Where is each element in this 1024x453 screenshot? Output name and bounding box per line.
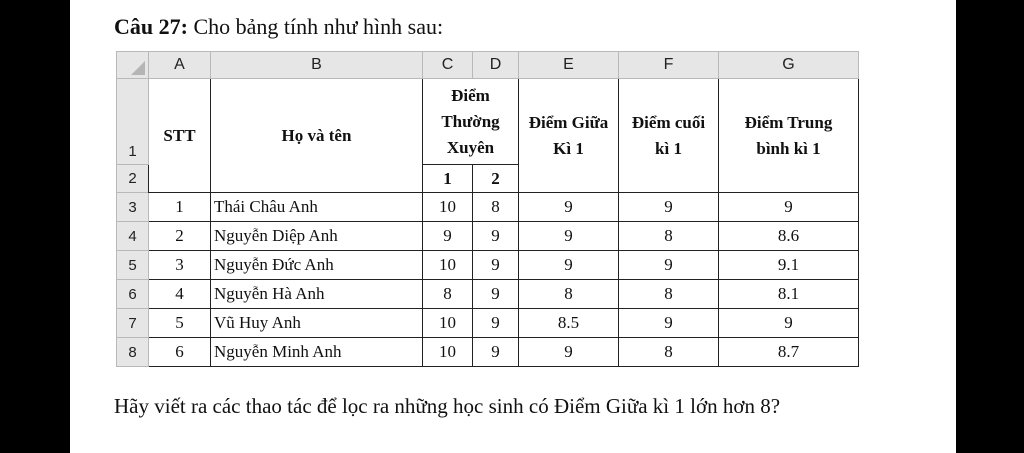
cell-name[interactable]: Nguyễn Đức Anh xyxy=(211,251,423,280)
cell-regular-1[interactable]: 10 xyxy=(423,309,473,338)
header-average[interactable]: Điểm Trung bình kì 1 xyxy=(719,79,859,193)
header-regular-2[interactable]: 2 xyxy=(473,165,519,193)
question-title xyxy=(114,14,443,40)
cell-stt[interactable]: 5 xyxy=(149,309,211,338)
cell-name[interactable]: Nguyễn Minh Anh xyxy=(211,338,423,367)
row-header-3[interactable]: 3 xyxy=(117,193,149,222)
row-header-7[interactable]: 7 xyxy=(117,309,149,338)
footer-question: Hãy viết ra các thao tác để lọc ra những học sinh có Điểm Giữa kì 1 lớn hơn 8? xyxy=(114,394,781,418)
cell-regular-2[interactable]: 9 xyxy=(473,309,519,338)
cell-regular-2[interactable]: 9 xyxy=(473,280,519,309)
cell-midterm[interactable]: 9 xyxy=(519,222,619,251)
cell-midterm[interactable]: 9 xyxy=(519,251,619,280)
cell-final[interactable]: 8 xyxy=(619,338,719,367)
cell-midterm[interactable]: 8.5 xyxy=(519,309,619,338)
cell-final[interactable]: 9 xyxy=(619,309,719,338)
header-name[interactable]: Họ và tên xyxy=(211,79,423,193)
cell-regular-1[interactable]: 10 xyxy=(423,338,473,367)
cell-regular-1[interactable]: 10 xyxy=(423,193,473,222)
cell-final[interactable]: 8 xyxy=(619,280,719,309)
cell-regular-1[interactable]: 9 xyxy=(423,222,473,251)
cell-name[interactable]: Thái Châu Anh xyxy=(211,193,423,222)
cell-regular-1[interactable]: 10 xyxy=(423,251,473,280)
row-header-6[interactable]: 6 xyxy=(117,280,149,309)
row-header-2[interactable]: 2 xyxy=(117,165,149,193)
row-header-8[interactable]: 8 xyxy=(117,338,149,367)
cell-stt[interactable]: 3 xyxy=(149,251,211,280)
cell-average[interactable]: 8.1 xyxy=(719,280,859,309)
column-header-c[interactable]: C xyxy=(423,52,473,79)
cell-midterm[interactable]: 9 xyxy=(519,193,619,222)
cell-stt[interactable]: 2 xyxy=(149,222,211,251)
cell-midterm[interactable]: 8 xyxy=(519,280,619,309)
cell-regular-2[interactable]: 9 xyxy=(473,338,519,367)
cell-stt[interactable]: 1 xyxy=(149,193,211,222)
cell-stt[interactable]: 6 xyxy=(149,338,211,367)
cell-regular-1[interactable]: 8 xyxy=(423,280,473,309)
cell-average[interactable]: 8.6 xyxy=(719,222,859,251)
cell-midterm[interactable]: 9 xyxy=(519,338,619,367)
header-final[interactable]: Điểm cuối kì 1 xyxy=(619,79,719,193)
cell-final[interactable]: 9 xyxy=(619,193,719,222)
cell-average[interactable]: 9 xyxy=(719,309,859,338)
row-header-4[interactable]: 4 xyxy=(117,222,149,251)
cell-name[interactable]: Nguyễn Diệp Anh xyxy=(211,222,423,251)
question-text: Cho bảng tính như hình sau: xyxy=(187,14,444,39)
cell-final[interactable]: 8 xyxy=(619,222,719,251)
cell-average[interactable]: 8.7 xyxy=(719,338,859,367)
question-label: Câu 27: xyxy=(114,14,188,39)
column-header-g[interactable]: G xyxy=(719,52,859,79)
header-regular-1[interactable]: 1 xyxy=(423,165,473,193)
cell-regular-2[interactable]: 8 xyxy=(473,193,519,222)
cell-name[interactable]: Nguyễn Hà Anh xyxy=(211,280,423,309)
cell-name[interactable]: Vũ Huy Anh xyxy=(211,309,423,338)
select-all-corner[interactable] xyxy=(117,52,149,79)
header-stt[interactable]: STT xyxy=(149,79,211,193)
column-header-d[interactable]: D xyxy=(473,52,519,79)
cell-regular-2[interactable]: 9 xyxy=(473,251,519,280)
header-regular-scores[interactable]: Điểm Thường Xuyên xyxy=(423,79,519,165)
cell-regular-2[interactable]: 9 xyxy=(473,222,519,251)
column-header-e[interactable]: E xyxy=(519,52,619,79)
row-header-5[interactable]: 5 xyxy=(117,251,149,280)
select-all-icon xyxy=(131,61,145,75)
header-midterm[interactable]: Điểm Giữa Kì 1 xyxy=(519,79,619,193)
row-header-1[interactable]: 1 xyxy=(117,79,149,165)
cell-final[interactable]: 9 xyxy=(619,251,719,280)
cell-average[interactable]: 9 xyxy=(719,193,859,222)
column-header-a[interactable]: A xyxy=(149,52,211,79)
document-page xyxy=(70,0,956,453)
cell-stt[interactable]: 4 xyxy=(149,280,211,309)
column-header-b[interactable]: B xyxy=(211,52,423,79)
column-header-f[interactable]: F xyxy=(619,52,719,79)
spreadsheet-table xyxy=(116,51,859,367)
cell-average[interactable]: 9.1 xyxy=(719,251,859,280)
